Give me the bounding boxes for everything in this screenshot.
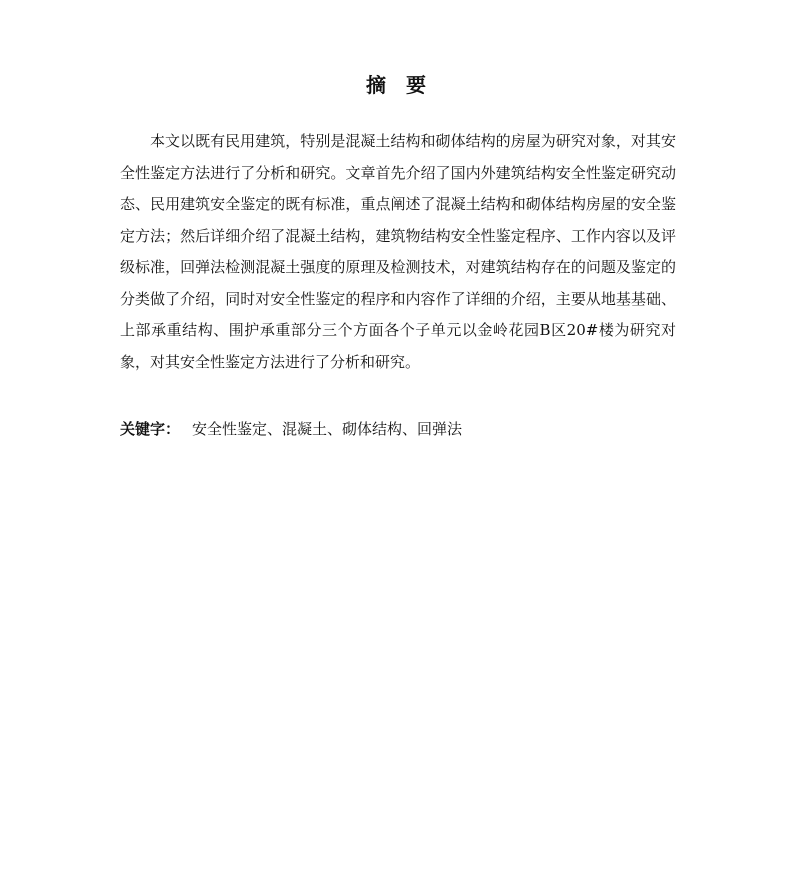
keywords-line (120, 414, 676, 445)
page-title: 摘 要 (366, 73, 426, 97)
keywords-label: 关键字： (120, 420, 181, 438)
keywords-list: 安全性鉴定、混凝土、砌体结构、回弹法 (192, 420, 463, 438)
abstract-paragraph: 本文以既有民用建筑，特别是混凝土结构和砌体结构的房屋为研究对象，对其安全性鉴定方法进行了分析和研究。文章首先介绍了国内外建筑结构安全性鉴定研究动态、民用建筑安全鉴定的既有标准，重点阐述了混凝土结构和砌体结构房屋的安全鉴定方法；然后详细介绍了混凝土结构，建筑物结构安全性鉴定程序、工作内容以及评级标准，回弹法检测混凝土强度的原理及检测技术，对建筑结构存在的问题及鉴定的分类做了介绍，同时对安全性鉴定的程序和内容作了详细的介绍，主要从地基基础、上部承重结构、围护承重部分三个方面各个子单元以金岭花园B区20#楼为研究对象，对其安全性鉴定方法进行了分析和研究。 (120, 132, 676, 371)
